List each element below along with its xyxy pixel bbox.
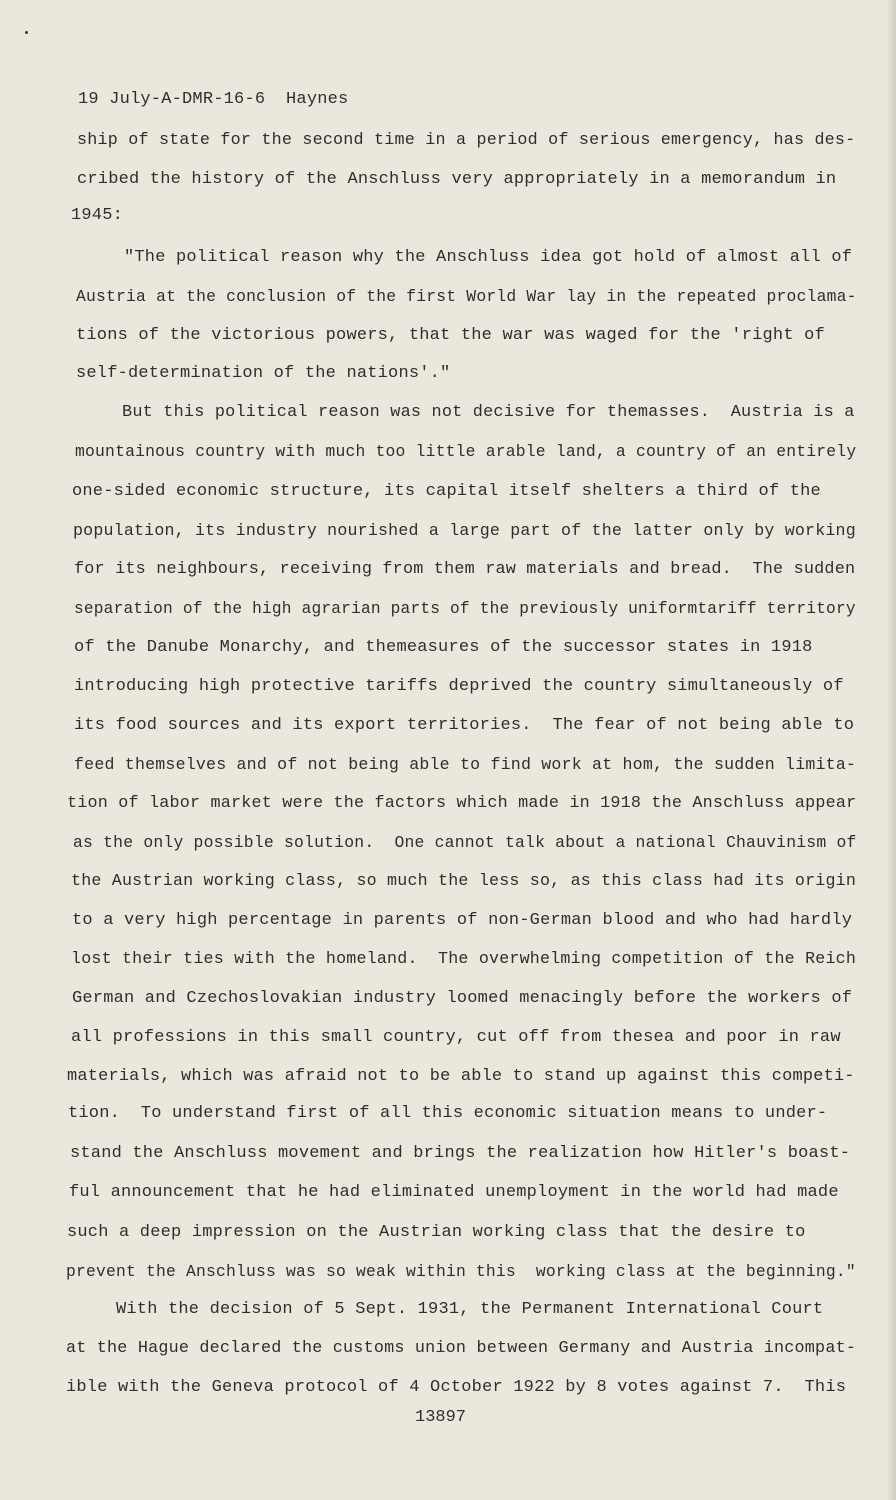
body-line: of the Danube Monarchy, and themeasures of the successor states in 1918 xyxy=(74,638,813,657)
body-line: stand the Anschluss movement and brings the realization how Hitler's boast- xyxy=(70,1144,851,1163)
body-line: at the Hague declared the customs union between Germany and Austria incompat- xyxy=(66,1339,857,1358)
paper-speck xyxy=(25,31,28,34)
body-line: self-determination of the nations'." xyxy=(76,364,451,383)
body-line: introducing high protective tariffs deprived the country simultaneously of xyxy=(74,677,844,696)
body-line: 1945: xyxy=(71,206,124,225)
document-reference: 19 July-A-DMR-16-6 Haynes xyxy=(78,90,349,109)
body-line: for its neighbours, receiving from them raw materials and bread. The sudden xyxy=(74,560,856,579)
body-line: to a very high percentage in parents of non-German blood and who had hardly xyxy=(72,911,853,930)
body-line: lost their ties with the homeland. The overwhelming competition of the Reich xyxy=(71,950,857,969)
body-line: tions of the victorious powers, that the war was waged for the 'right of xyxy=(76,326,825,345)
body-line: tion. To understand first of all this economic situation means to under- xyxy=(68,1104,828,1123)
paper-edge xyxy=(888,0,896,1500)
body-line: But this political reason was not decisive for themasses. Austria is a xyxy=(122,403,855,422)
body-line: such a deep impression on the Austrian working class that the desire to xyxy=(67,1223,806,1242)
body-line: as the only possible solution. One cannot talk about a national Chauvinism of xyxy=(73,833,857,852)
body-line: population, its industry nourished a large part of the latter only by working xyxy=(73,521,856,540)
body-line: ible with the Geneva protocol of 4 October 1922 by 8 votes against 7. This xyxy=(66,1378,847,1397)
body-line: tion of labor market were the factors which made in 1918 the Anschluss appear xyxy=(67,794,857,813)
body-line: its food sources and its export territories. The fear of not being able to xyxy=(74,716,855,735)
body-line: one-sided economic structure, its capital itself shelters a third of the xyxy=(72,482,821,501)
body-line: mountainous country with much too little arable land, a country of an entirely xyxy=(75,442,857,461)
body-line: Austria at the conclusion of the first World War lay in the repeated proclama- xyxy=(76,287,857,306)
body-line: ship of state for the second time in a period of serious emergency, has des- xyxy=(77,131,856,150)
body-line: materials, which was afraid not to be able to stand up against this competi- xyxy=(67,1067,855,1086)
body-line: separation of the high agrarian parts of the previously uniformtariff territory xyxy=(74,600,856,618)
body-line: the Austrian working class, so much the less so, as this class had its origin xyxy=(71,872,857,891)
body-line: prevent the Anschluss was so weak within this working class at the beginning." xyxy=(66,1262,856,1281)
body-line: feed themselves and of not being able to find work at hom, the sudden limita- xyxy=(74,755,857,774)
page-number: 13897 xyxy=(415,1408,467,1427)
body-line: ful announcement that he had eliminated unemployment in the world had made xyxy=(69,1183,839,1202)
body-line: cribed the history of the Anschluss very appropriately in a memorandum in xyxy=(77,170,837,189)
body-line: German and Czechoslovakian industry loomed menacingly before the workers of xyxy=(72,989,853,1008)
body-line: With the decision of 5 Sept. 1931, the Permanent International Court xyxy=(116,1300,824,1319)
body-line: all professions in this small country, cut off from thesea and poor in raw xyxy=(71,1028,841,1047)
body-line: "The political reason why the Anschluss idea got hold of almost all of xyxy=(124,248,853,267)
